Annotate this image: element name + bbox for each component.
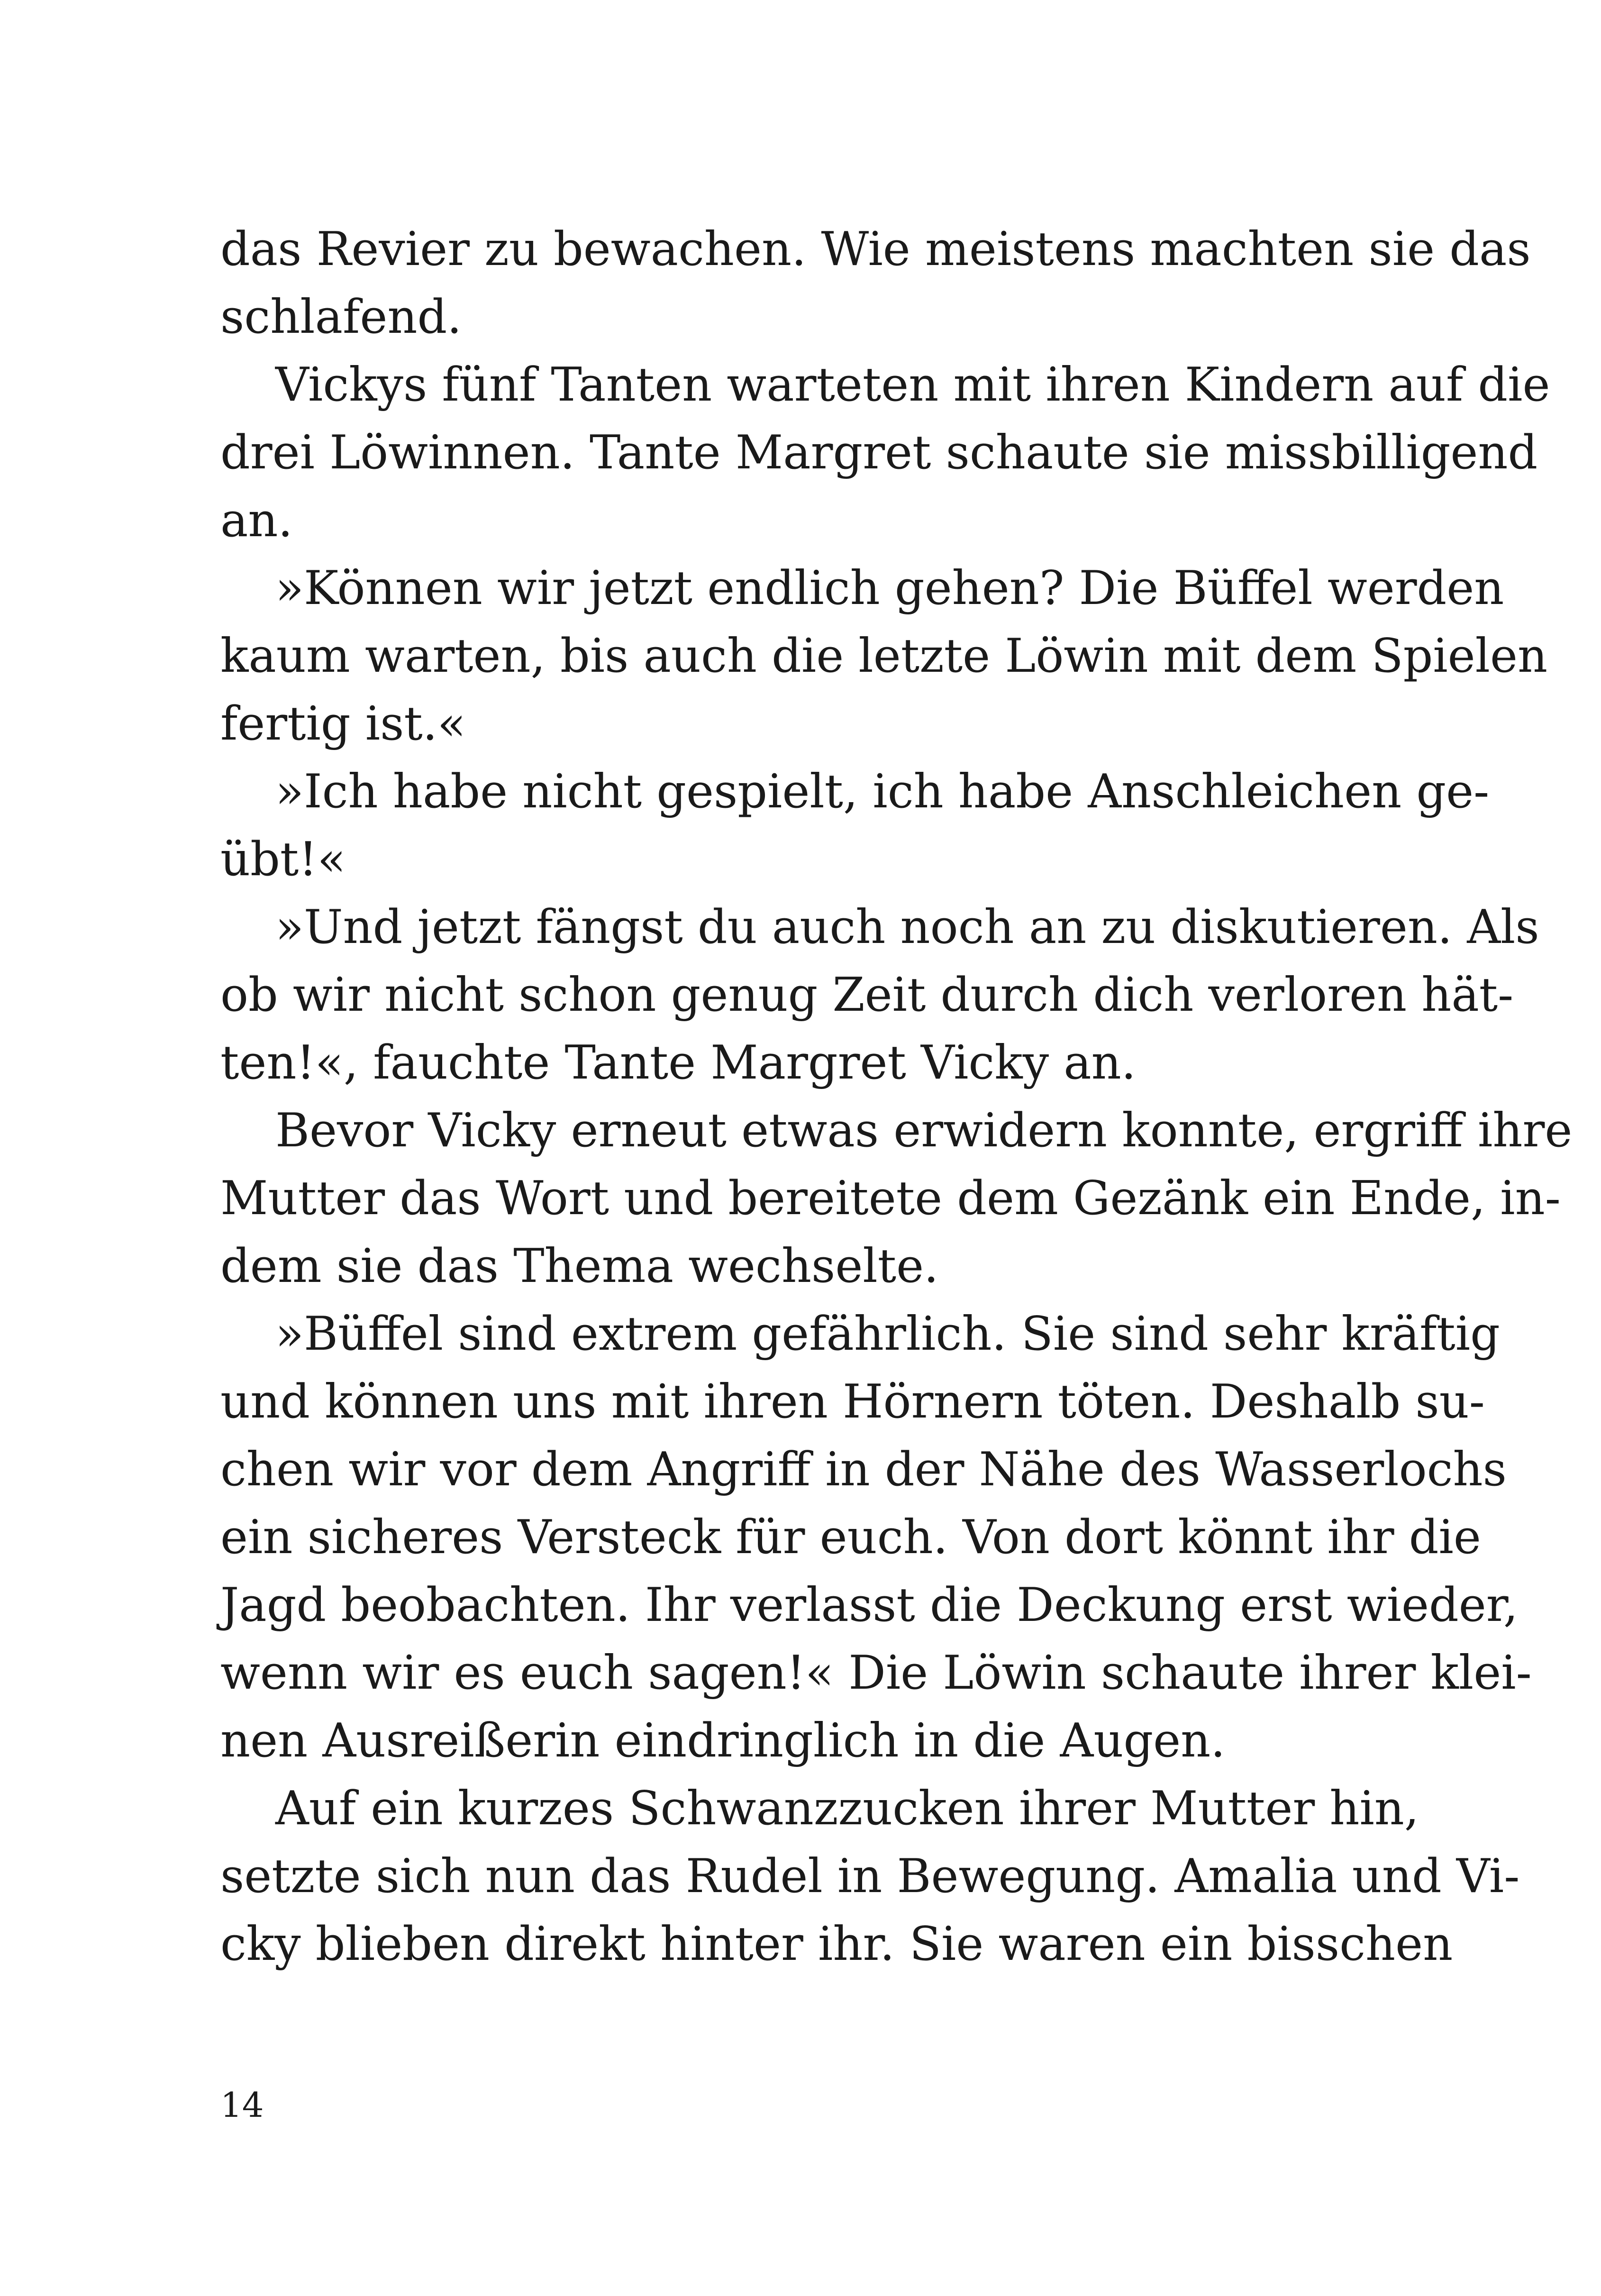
text-line: nen Ausreißerin eindringlich in die Augen.: [220, 1714, 1226, 1768]
text-line: und können uns mit ihren Hörnern töten. Deshalb su-: [220, 1375, 1485, 1429]
text-line: übt!«: [220, 832, 346, 887]
text-line: »Und jetzt fängst du auch noch an zu diskutieren. Als: [275, 900, 1539, 954]
text-line: das Revier zu bewachen. Wie meistens machten sie das: [220, 222, 1531, 276]
text-line: ten!«, fauchte Tante Margret Vicky an.: [220, 1036, 1136, 1090]
text-line: fertig ist.«: [220, 697, 466, 751]
text-line: kaum warten, bis auch die letzte Löwin mit dem Spielen: [220, 629, 1548, 683]
page-number: 14: [220, 2085, 264, 2125]
body-text: [220, 216, 1573, 1978]
text-line: schlafend.: [220, 290, 462, 344]
text-line: ein sicheres Versteck für euch. Von dort könnt ihr die: [220, 1510, 1481, 1564]
text-line: ob wir nicht schon genug Zeit durch dich verloren hät-: [220, 968, 1514, 1022]
text-line: chen wir vor dem Angriff in der Nähe des Wasserlochs: [220, 1443, 1507, 1497]
text-line: »Ich habe nicht gespielt, ich habe Anschleichen ge-: [275, 765, 1490, 819]
text-line: drei Löwinnen. Tante Margret schaute sie missbilligend: [220, 426, 1538, 480]
text-line: »Büffel sind extrem gefährlich. Sie sind sehr kräftig: [275, 1307, 1500, 1361]
text-line: an.: [220, 494, 293, 548]
text-line: Mutter das Wort und bereitete dem Gezänk ein Ende, in-: [220, 1171, 1561, 1226]
text-line: setzte sich nun das Rudel in Bewegung. Amalia und Vi-: [220, 1849, 1520, 1903]
text-line: Vickys fünf Tanten warteten mit ihren Kindern auf die: [275, 358, 1550, 412]
text-line: Auf ein kurzes Schwanzzucken ihrer Mutter hin,: [275, 1782, 1419, 1836]
text-line: cky blieben direkt hinter ihr. Sie waren ein bisschen: [220, 1917, 1453, 1971]
text-line: Bevor Vicky erneut etwas erwidern konnte, ergriff ihre: [275, 1104, 1573, 1158]
text-line: dem sie das Thema wechselte.: [220, 1239, 939, 1293]
text-line: Jagd beobachten. Ihr verlasst die Deckung erst wieder,: [220, 1578, 1518, 1632]
text-line: »Können wir jetzt endlich gehen? Die Büffel werden: [275, 561, 1504, 615]
text-line: wenn wir es euch sagen!« Die Löwin schaute ihrer klei-: [220, 1646, 1532, 1700]
